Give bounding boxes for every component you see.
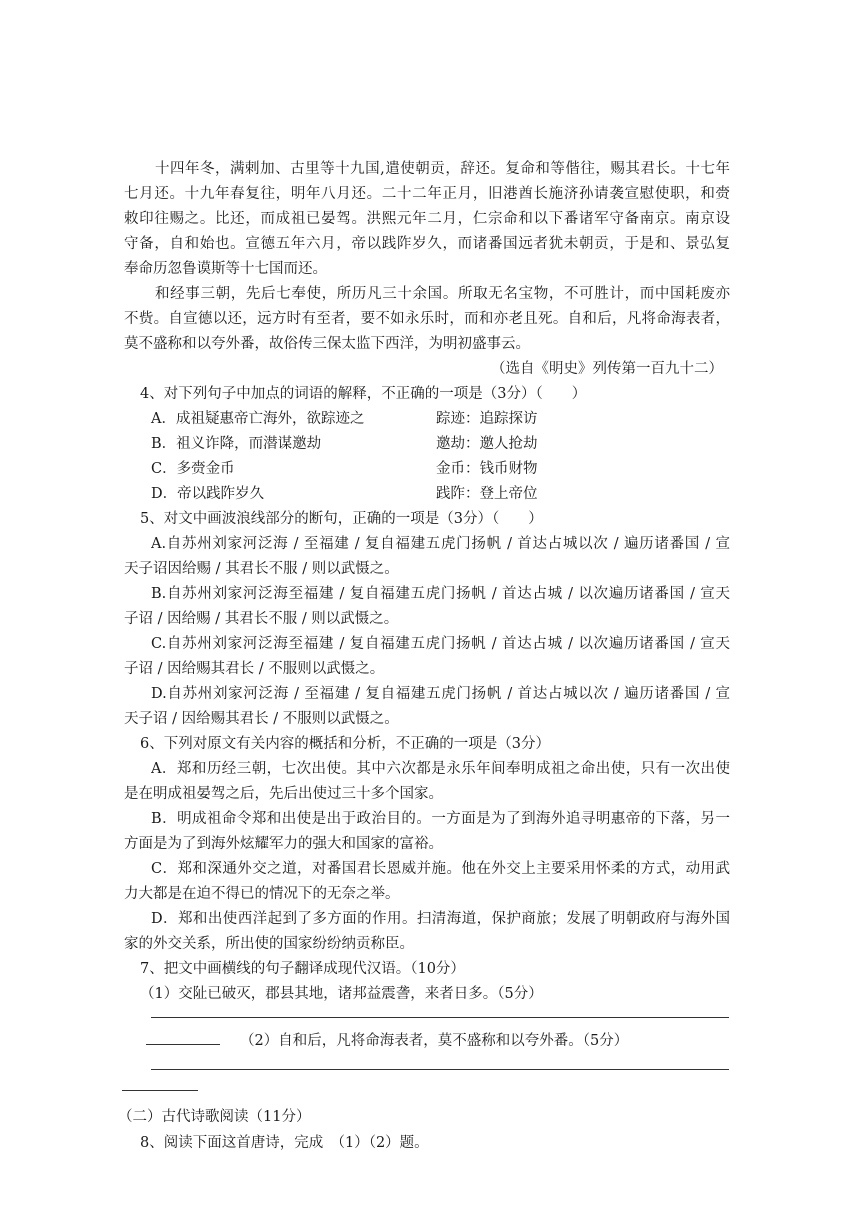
section-divider: [122, 1090, 198, 1091]
passage-p2-line-2: 不赀。自宣德以还，远方时有至者，要不如永乐时，而和亦老且死。自和后，凡将命海表者，: [124, 311, 730, 327]
q5-option-c-line-2: 子诏 / 因给赐其君长 / 不服则以武慑之。: [124, 661, 385, 677]
q6-stem: 6、下列对原文有关内容的概括和分析，不正确的一项是（3分）: [140, 736, 550, 752]
passage-p1-line-4: 守备，自和始也。宣德五年六月，帝以践阼岁久，而诸番国远者犹未朝贡，于是和、景弘复: [124, 236, 730, 252]
q7-stem: 7、把文中画横线的句子翻译成现代汉语。（10分）: [140, 961, 465, 977]
passage-p1-line-1: 十四年冬，满剌加、古里等十九国,遣使朝贡，辞还。复命和等偕往，赐其君长。十七年: [155, 161, 730, 177]
passage-source: （选自《明史》列传第一百九十二）: [491, 361, 723, 377]
q8-stem: 8、阅读下面这首唐诗，完成 （1）（2）题。: [140, 1135, 429, 1151]
passage-p2-line-3: 莫不盛称和以夸外番，故俗传三保太监下西洋，为明初盛事云。: [124, 336, 530, 352]
q5-option-a-line-1: A.自苏州刘家河泛海 / 至福建 / 复自福建五虎门扬帆 / 首达占城以次 / 遍历诸番国 / 宣: [151, 536, 730, 552]
q7-sub2: （2）自和后，凡将命海表者，莫不盛称和以夸外番。（5分）: [240, 1033, 629, 1049]
q5-stem: 5、对文中画波浪线部分的断句，正确的一项是（3分）（ ）: [140, 511, 543, 527]
q4-option-c-text: C．多赍金币: [151, 461, 235, 477]
q5-option-d-line-2: 天子诏 / 因给赐其君长 / 不服则以武慑之。: [124, 711, 399, 727]
q4-option-c-gloss: 金币：钱币财物: [436, 461, 538, 477]
q6-option-d-line-2: 家的外交关系，所出使的国家纷纷纳贡称臣。: [124, 936, 414, 952]
q4-option-d-text: D．帝以践阼岁久: [151, 486, 265, 502]
q7-sub1: （1）交阯已破灭，郡县其地，诸邦益震詟，来者日多。（5分）: [140, 986, 543, 1002]
passage-p1-line-2: 七月还。十九年春复往，明年八月还。二十二年正月，旧港酋长施济孙请袭宣慰使职，和赍: [124, 186, 730, 202]
q5-option-b-line-2: 子诏 / 因给赐 / 其君长不服 / 则以武慑之。: [124, 611, 399, 627]
q6-option-a-line-1: A．郑和历经三朝，七次出使。其中六次都是永乐年间奉明成祖之命出使，只有一次出使: [151, 761, 730, 777]
q4-option-b-text: B．祖义诈降，而潜谋邀劫: [151, 436, 322, 452]
section2-heading: （二）古代诗歌阅读（11分）: [118, 1109, 311, 1125]
q6-option-c-line-1: C．郑和深通外交之道，对番国君长恩威并施。他在外交上主要采用怀柔的方式，动用武: [151, 861, 730, 877]
passage-p1-line-5: 奉命历忽鲁谟斯等十七国而还。: [124, 261, 327, 277]
q6-option-b-line-1: B．明成祖命令郑和出使是出于政治目的。一方面是为了到海外追寻明惠帝的下落，另一: [151, 811, 730, 827]
q5-option-a-line-2: 天子诏因给赐 / 其君长不服 / 则以武慑之。: [124, 561, 399, 577]
passage-p2-line-1: 和经事三朝，先后七奉使，所历凡三十余国。所取无名宝物，不可胜计，而中国耗废亦: [155, 286, 730, 302]
passage-p1-line-3: 敕印往赐之。比还，而成祖已晏驾。洪熙元年二月，仁宗命和以下番诸军守备南京。南京设: [124, 211, 730, 227]
q6-option-b-line-2: 方面是为了到海外炫耀军力的强大和国家的富裕。: [124, 836, 443, 852]
q4-option-a-gloss: 踪迹：追踪探访: [436, 411, 538, 427]
answer-line-3[interactable]: [151, 1069, 729, 1070]
q4-option-d-gloss: 践阼：登上帝位: [436, 486, 538, 502]
answer-line-1[interactable]: [151, 1017, 729, 1018]
q4-option-b-gloss: 邀劫：邀人抢劫: [436, 436, 538, 452]
q5-option-c-line-1: C.自苏州刘家河泛海至福建 / 复自福建五虎门扬帆 / 首达占城 / 以次遍历诸番国 / 宣天: [151, 636, 730, 652]
q6-option-a-line-2: 是在明成祖晏驾之后，先后出使过三十多个国家。: [124, 786, 443, 802]
q6-option-c-line-2: 力大都是在迫不得已的情况下的无奈之举。: [124, 886, 400, 902]
q5-option-b-line-1: B.自苏州刘家河泛海至福建 / 复自福建五虎门扬帆 / 首达占城 / 以次遍历诸番国 / 宣天: [151, 586, 730, 602]
answer-line-2-start[interactable]: [146, 1044, 220, 1045]
q6-option-d-line-1: D．郑和出使西洋起到了多方面的作用。扫清海道，保护商旅；发展了明朝政府与海外国: [151, 911, 730, 927]
q4-option-a-text: A．成祖疑惠帝亡海外，欲踪迹之: [151, 411, 365, 427]
q5-option-d-line-1: D.自苏州刘家河泛海 / 至福建 / 复自福建五虎门扬帆 / 首达占城以次 / 遍历诸番国 / 宣: [151, 686, 730, 702]
q4-stem: 4、对下列句子中加点的词语的解释，不正确的一项是（3分）（ ）: [140, 386, 587, 402]
